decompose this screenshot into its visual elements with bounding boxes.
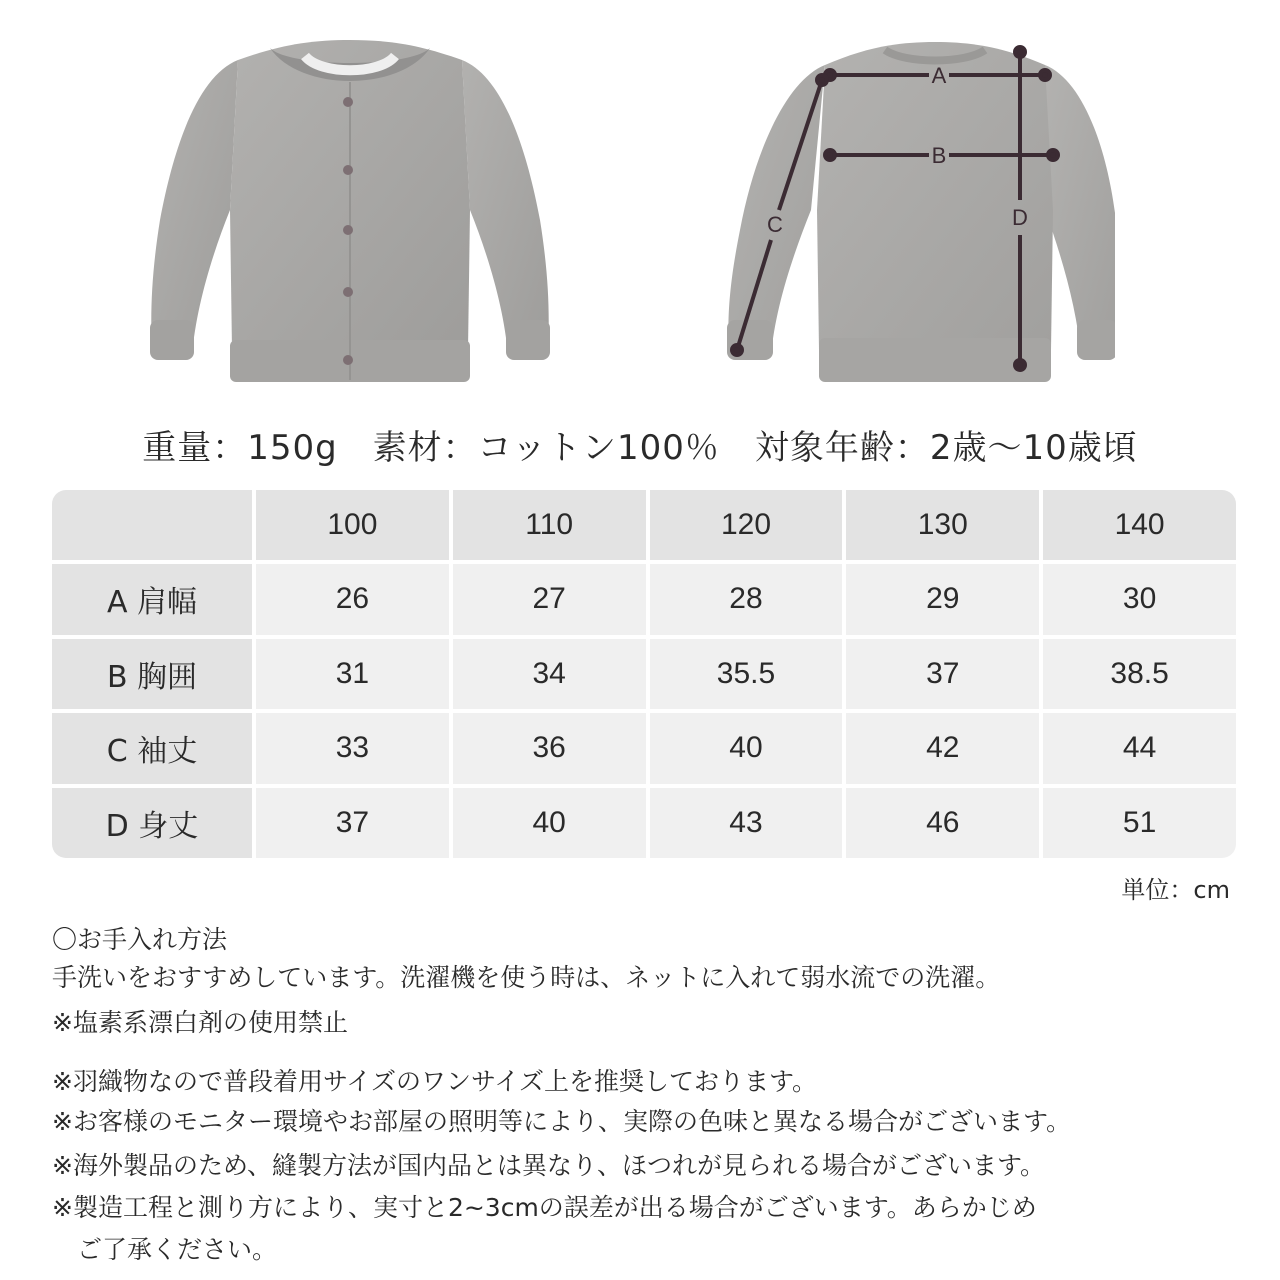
size-header-120: 120 — [650, 490, 843, 560]
table-cell: 46 — [846, 788, 1039, 859]
table-cell: 28 — [650, 564, 843, 635]
table-cell: 40 — [453, 788, 646, 859]
measure-label-c: C — [767, 212, 783, 237]
row-label-sleeve: C 袖丈 — [52, 713, 252, 784]
row-label-shoulder: A 肩幅 — [52, 564, 252, 635]
size-header-140: 140 — [1043, 490, 1236, 560]
table-cell: 31 — [256, 639, 449, 710]
table-cell: 30 — [1043, 564, 1236, 635]
cardigan-back-measure-image — [715, 20, 1115, 395]
table-cell: 33 — [256, 713, 449, 784]
table-cell: 42 — [846, 713, 1039, 784]
table-cell: 38.5 — [1043, 639, 1236, 710]
size-header-130: 130 — [846, 490, 1039, 560]
size-table — [52, 490, 1236, 858]
care-warning: ※塩素系漂白剤の使用禁止 — [52, 1008, 348, 1037]
table-cell: 35.5 — [650, 639, 843, 710]
table-cell: 44 — [1043, 713, 1236, 784]
unit-label: 単位：cm — [1121, 876, 1230, 904]
table-cell: 37 — [256, 788, 449, 859]
table-cell: 34 — [453, 639, 646, 710]
row-label-length: D 身丈 — [52, 788, 252, 859]
measure-label-a: A — [931, 63, 947, 88]
table-cell: 36 — [453, 713, 646, 784]
note-item: ※お客様のモニター環境やお部屋の照明等により、実際の色味と異なる場合がございます。 — [52, 1107, 1071, 1136]
product-spec-line: 重量：150g 素材：コットン100％ 対象年齢：2歳〜10歳頃 — [142, 428, 1138, 468]
table-cell: 51 — [1043, 788, 1236, 859]
note-item: ※海外製品のため、縫製方法が国内品とは異なり、ほつれが見られる場合がございます。 — [52, 1151, 1045, 1180]
size-header-110: 110 — [453, 490, 646, 560]
measure-label-d: D — [1012, 205, 1028, 230]
cardigan-front-image — [130, 20, 570, 395]
table-cell: 26 — [256, 564, 449, 635]
table-cell: 43 — [650, 788, 843, 859]
row-label-chest: B 胸囲 — [52, 639, 252, 710]
care-text: 手洗いをおすすめしています。洗濯機を使う時は、ネットに入れて弱水流での洗濯。 — [52, 963, 1001, 992]
care-title: 〇お手入れ方法 — [52, 925, 228, 954]
measure-label-b: B — [931, 143, 947, 168]
note-item: ※製造工程と測り方により、実寸と2~3cmの誤差が出る場合がございます。あらかじめ — [52, 1193, 1037, 1222]
table-cell: 37 — [846, 639, 1039, 710]
table-cell: 40 — [650, 713, 843, 784]
size-header-100: 100 — [256, 490, 449, 560]
note-item: ※羽織物なので普段着用サイズのワンサイズ上を推奨しております。 — [52, 1067, 817, 1096]
note-item: ご了承ください。 — [52, 1235, 278, 1264]
table-cell: 27 — [453, 564, 646, 635]
table-corner-cell — [52, 490, 252, 560]
table-cell: 29 — [846, 564, 1039, 635]
